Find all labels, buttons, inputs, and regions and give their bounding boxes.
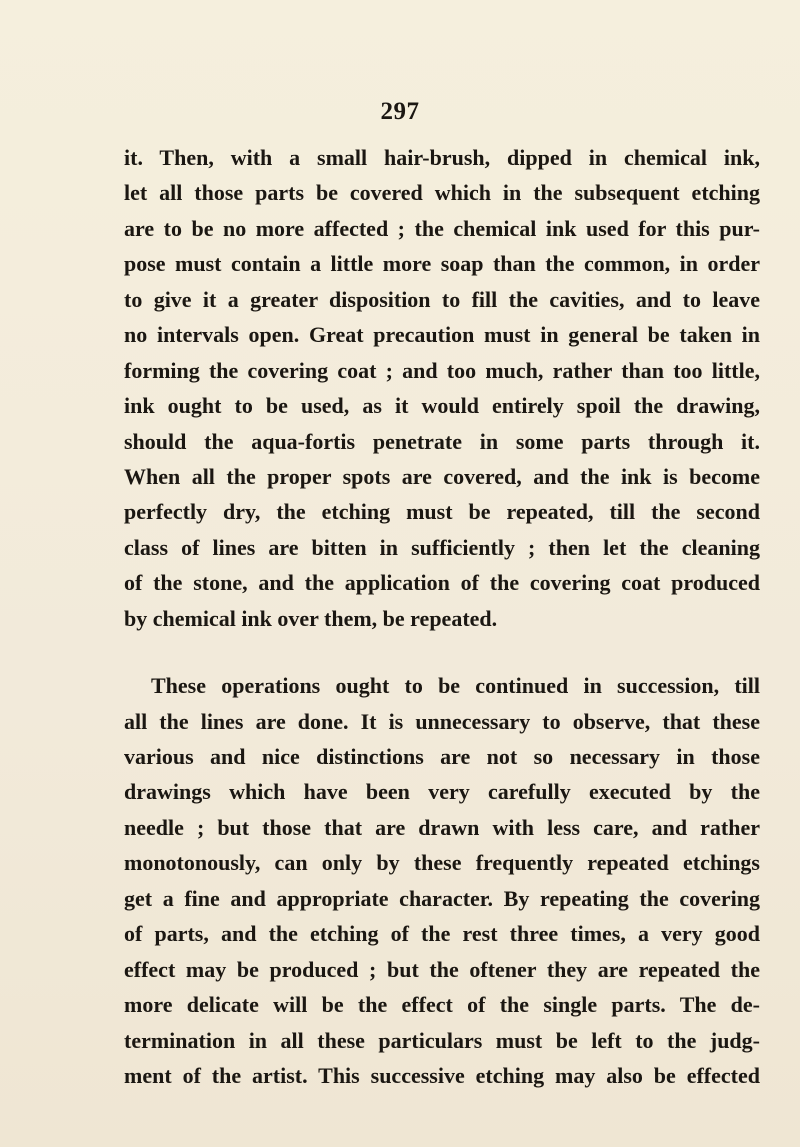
text-line: get a fine and appropriate character. By repeating the covering	[124, 885, 760, 911]
text-line: ink ought to be used, as it would entirely spoil the drawing,	[124, 393, 760, 419]
text-line: When all the proper spots are covered, and the ink is become	[124, 463, 760, 489]
text-line: forming the covering coat ; and too much, rather than too little,	[124, 357, 760, 383]
text-line: are to be no more affected ; the chemical ink used for this pur-	[124, 215, 760, 241]
text-line: to give it a greater disposition to fill the cavities, and to leave	[124, 286, 760, 312]
page-number: 297	[380, 98, 420, 125]
paragraph-gap	[124, 636, 760, 668]
text-line: by chemical ink over them, be repeated.	[124, 605, 498, 631]
text-line: monotonously, can only by these frequently repeated etchings	[124, 850, 760, 876]
text-line: no intervals open. Great precaution must in general be taken in	[124, 322, 760, 348]
text-line: all the lines are done. It is unnecessary to observe, that these	[124, 708, 760, 734]
paragraph	[124, 668, 760, 1093]
text-line: should the aqua-fortis penetrate in some parts through it.	[124, 428, 760, 454]
paragraph	[124, 140, 760, 636]
text-line: various and nice distinctions are not so necessary in those	[124, 744, 760, 769]
text-line: These operations ought to be continued in succession, till	[151, 673, 760, 699]
text-line: effect may be produced ; but the oftener they are repeated the	[124, 956, 760, 982]
text-line: class of lines are bitten in sufficiently ; then let the cleaning	[124, 534, 760, 560]
text-line: of parts, and the etching of the rest three times, a very good	[124, 921, 760, 947]
text-line: of the stone, and the application of the covering coat produced	[124, 570, 760, 596]
text-line: pose must contain a little more soap than the common, in order	[124, 251, 760, 277]
text-line: let all those parts be covered which in the subsequent etching	[124, 180, 760, 206]
text-line: needle ; but those that are drawn with less care, and rather	[124, 814, 760, 840]
body-text	[124, 140, 760, 1093]
text-line: more delicate will be the effect of the single parts. The de-	[124, 992, 760, 1018]
text-line: it. Then, with a small hair-brush, dipped in chemical ink,	[124, 145, 760, 170]
text-line: drawings which have been very carefully executed by the	[124, 779, 760, 805]
text-line: ment of the artist. This successive etching may also be effected	[124, 1062, 760, 1088]
text-line: perfectly dry, the etching must be repeated, till the second	[124, 499, 760, 525]
text-line: termination in all these particulars must be left to the judg-	[124, 1027, 760, 1053]
